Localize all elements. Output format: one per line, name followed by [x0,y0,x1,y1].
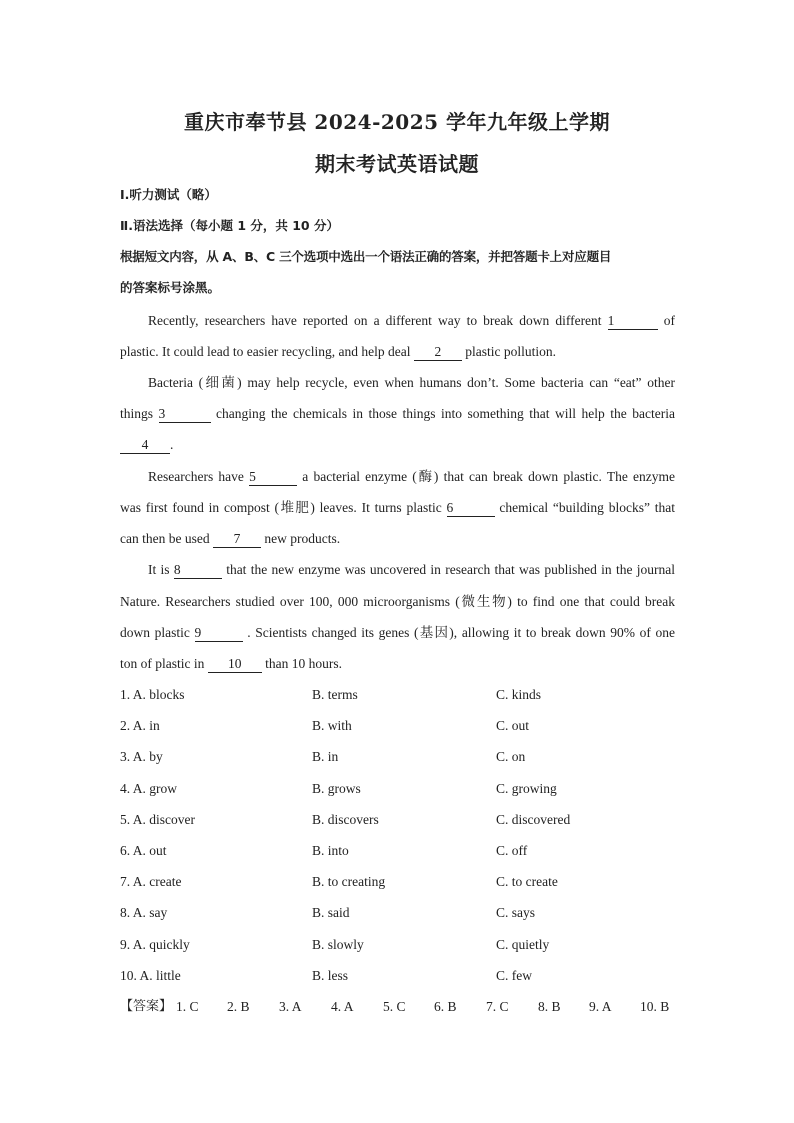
passage-line: Nature. Researchers studied over 100, 000 microorganisms (微生物) to find one that could break [120,594,675,609]
option-c: C. quietly [496,937,550,952]
passage-text: a bacterial enzyme (酶) that can break down plastic. The enzyme [302,469,676,484]
passage-text: Recently, researchers have reported on a different way to break down different [148,313,602,328]
passage-text: changing the chemicals in those things into something that will help the bacteria [216,406,676,421]
passage-text: plastic. It could lead to easier recycling, and help deal [120,344,411,359]
passage-line [120,498,675,518]
option-a: 3. A. by [120,749,163,764]
option-b: B. grows [312,781,361,796]
option-b: B. to creating [312,874,386,889]
option-a: 6. A. out [120,843,167,858]
passage-line [120,404,675,424]
option-c: C. says [496,905,536,920]
blank-8: 8 [174,562,222,579]
passage-text: It is [148,562,170,577]
answer-item: 4. A [331,999,354,1014]
instruction-line-2: 的答案标号涂黑。 [120,280,221,295]
passage-text: down plastic [120,625,190,640]
answer-item: 10. B [640,999,670,1014]
passage-line [120,623,675,643]
passage-text: things [120,406,154,421]
passage-line [120,435,675,455]
option-b: B. slowly [312,937,364,952]
option-b: B. with [312,718,352,733]
answer-item: 7. C [486,999,509,1014]
blank-2: 2 [414,344,462,361]
exam-title-line1: 重庆市奉节县 2024-2025 学年九年级上学期 [183,110,611,134]
option-b: B. said [312,905,350,920]
blank-4: 4 [120,437,170,454]
passage-line: Bacteria (细菌) may help recycle, even when humans don’t. Some bacteria can “eat” other [148,375,675,390]
option-c: C. off [496,843,528,858]
passage-text: plastic pollution. [465,344,557,359]
option-c: C. out [496,718,530,733]
blank-6: 6 [447,500,495,517]
passage-text: was first found in compost (堆肥) leaves. It turns plastic [120,500,442,515]
passage-text: ton of plastic in [120,656,205,671]
passage-text: . Scientists changed its genes (基因), allowing it to break down 90% of one [247,625,676,640]
passage-text: can then be used [120,531,210,546]
option-a: 7. A. create [120,874,182,889]
passage-text: new products. [264,531,341,546]
option-c: C. to create [496,874,558,889]
blank-3: 3 [159,406,211,423]
passage-line [120,654,675,674]
passage-text: than 10 hours. [265,656,342,671]
option-b: B. in [312,749,339,764]
option-b: B. terms [312,687,358,702]
option-b: B. discovers [312,812,379,827]
passage-line [120,342,675,362]
answer-item: 6. B [434,999,457,1014]
option-c: C. kinds [496,687,542,702]
answer-item: 9. A [589,999,612,1014]
option-c: C. on [496,749,526,764]
option-a: 2. A. in [120,718,160,733]
passage-line [120,529,675,549]
passage-line [120,560,675,580]
option-a: 1. A. blocks [120,687,185,702]
blank-7: 7 [213,531,261,548]
passage-text: chemical “building blocks” that [499,500,676,515]
answer-label: 【答案】 [120,999,173,1014]
option-c: C. discovered [496,812,571,827]
option-a: 9. A. quickly [120,937,190,952]
option-a: 8. A. say [120,905,168,920]
section-listening: Ⅰ.听力测试（略） [120,187,217,202]
answer-item: 1. C [176,999,199,1014]
blank-5: 5 [249,469,297,486]
option-b: B. into [312,843,349,858]
passage-text: of [663,313,675,328]
answer-item: 3. A [279,999,302,1014]
blank-1: 1 [608,313,658,330]
passage-line [120,311,675,331]
passage-text: . [170,437,174,452]
blank-10: 10 [208,656,262,673]
option-c: C. growing [496,781,557,796]
section-grammar: Ⅱ.语法选择（每小题 1 分，共 10 分） [120,218,339,233]
option-a: 10. A. little [120,968,181,983]
answer-item: 8. B [538,999,561,1014]
answer-item: 2. B [227,999,250,1014]
option-b: B. less [312,968,349,983]
option-c: C. few [496,968,532,983]
option-a: 5. A. discover [120,812,195,827]
passage-text: that the new enzyme was uncovered in research that was published in the journal [226,562,675,577]
instruction-line-1: 根据短文内容，从 A、B、C 三个选项中选出一个语法正确的答案，并把答题卡上对应题目 [120,249,612,264]
answer-item: 5. C [383,999,406,1014]
exam-title-line2: 期末考试英语试题 [315,152,479,176]
passage-text: Researchers have [148,469,244,484]
option-a: 4. A. grow [120,781,177,796]
blank-9: 9 [195,625,243,642]
passage-line [120,467,675,487]
